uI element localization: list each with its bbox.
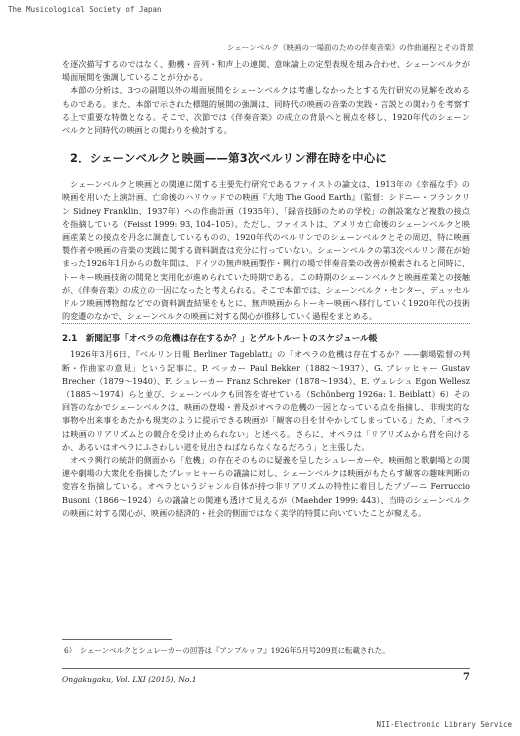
footnote-rule	[62, 639, 172, 640]
page-number: 7	[463, 672, 470, 683]
journal-citation: Ongakugaku, Vol. LXI (2015), No.1	[62, 675, 197, 684]
intro-paragraph-2: 本節の分析は、3つの副題以外の場面展開をシェーンベルクは考慮しなかったとする先行研究の見解を改めるものである。また、本節で示された標題的展開の強調は、同時代の映画の音楽の実践・言説との関わりを考察する上で重要な特徴となる。そこで、次節では《伴奏音楽》の成立の背景へと視点を移し、1920年代のシェーンベルクと同時代の映画との関わりを検討する。	[62, 85, 470, 136]
footnote: 6） シェーンベルクとシュレーカーの回答は『アンブルッフ』1926年5月号209頁に転載された。	[64, 646, 390, 655]
subsection-rule	[62, 323, 470, 324]
footer-rule	[62, 668, 470, 669]
intro-paragraph-1: を逐次描写するのではなく、動機・音列・和声上の連関、意味論上の定型表現を組み合わせ、シェーンベルクが場面展開を強調していることが分かる。	[62, 59, 470, 83]
society-name: The Musicological Society of Japan	[8, 5, 162, 14]
section-paragraph: シェーンベルクと映画との関連に関する主要先行研究であるファイストの論文は、1913年の《幸福な手》の映画を用いた上演計画、亡命後のハリウッドでの映画『大地 The Good Earth』（監督：シドニー・フランクリン Sidney Franklin、1937年）への作曲計画（1935年）、「録音技師のための学校」の創設案など複数の接点を指摘している（Feisst 1999: 93, 104–105）。ただし、ファイストは、アメリカ亡命後のシェーンベルクと映画産業との接点を丹念に調査しているものの、1920年代のベルリンでのシェーンベルクとその周辺、特に映画製作者や映画の音楽の実践に関する資料調査は充分に行っていない。シェーンベルクの第3次ベルリン滞在が始まった1926年1月からの数年間は、ドイツの無声映画製作・興行の場で伴奏音楽の改善が模索されると同時に、トーキー映画技術の開発と実用化が進められていた時期である。この時期のシェーンベルクと映画産業との接触が、《伴奏音楽》の成立の一因になったと考えられる。そこで本節では、シェーンベルク・センター、デュッセルドルフ映画博物館などでの資料調査結果をもとに、無声映画からトーキー映画へ移行していく1920年代の技術的変遷のなかで、シェーンベルクの映画に対する関心が推移していく過程をまとめる。	[62, 179, 470, 322]
nii-service-label: NII-Electronic Library Service	[376, 720, 512, 729]
subsection-paragraph-1: 1926年3月6日、『ベルリン日報 Berliner Tageblatt』の「オペラの危機は存在するか？——劇場監督の判断・作曲家の意見」という記事に、P. ベッカー Paul Bekker（1882～1937）、G. ブレッヒャー Gustav Brecher（1879～1940）、F. シュレーカー Franz Schreker（1878～1934）、E. ヴェレシュ Egon Wellesz（1885～1974）らと並び、シェーンベルクも回答を寄せている（Schönberg 1926a: 1. Beiblatt）6）その回答のなかでシェーンベルクは、映画の登場・普及がオペラの危機の一因となっている点を指摘し、非現実的な事物や出来事をあたかも現実のように提示できる映画が「観客の目を甘やかしてしまっている」ため、「オペラは映画のリアリズムとの競合を受け止められない」と述べる。さらに、オペラは「リアリズムから背を向けるか、あるいはオペラにふさわしい道を見出さねばならなくなるだろう」と主張した。	[62, 349, 470, 452]
section-heading: 2．シェーンベルクと映画——第3次ベルリン滞在時を中心に	[70, 151, 387, 166]
running-head: シェーンベルク《映画の一場面のための伴奏音楽》の作曲過程とその背景	[226, 43, 474, 52]
article-body	[62, 58, 470, 520]
subsection-paragraph-2: オペラ興行の統計的側面から「危機」の存在そのものに疑義を呈したシュレーカーや、映画館と歌劇場との関連や劇場の大衆化を指摘したブレッヒャーらの議論に対し、シェーンベルクは映画がもたらす観客の趣味判断の変容を指摘している。オペラというジャンル自体が持つ非リアリズムの特性に着目したブゾーニ Ferruccio Busoni（1866～1924）らの議論との関連も透けて見えるが（Maehder 1999: 443）、当時のシェーンベルクの映画に対する関心が、映画の経済的・社会的側面ではなく美学的特質に向いていたことが窺える。	[62, 455, 470, 518]
subsection-heading: 2.1 新聞記事「オペラの危機は存在するか？」とゲルトルートのスケジュール帳	[62, 334, 378, 345]
